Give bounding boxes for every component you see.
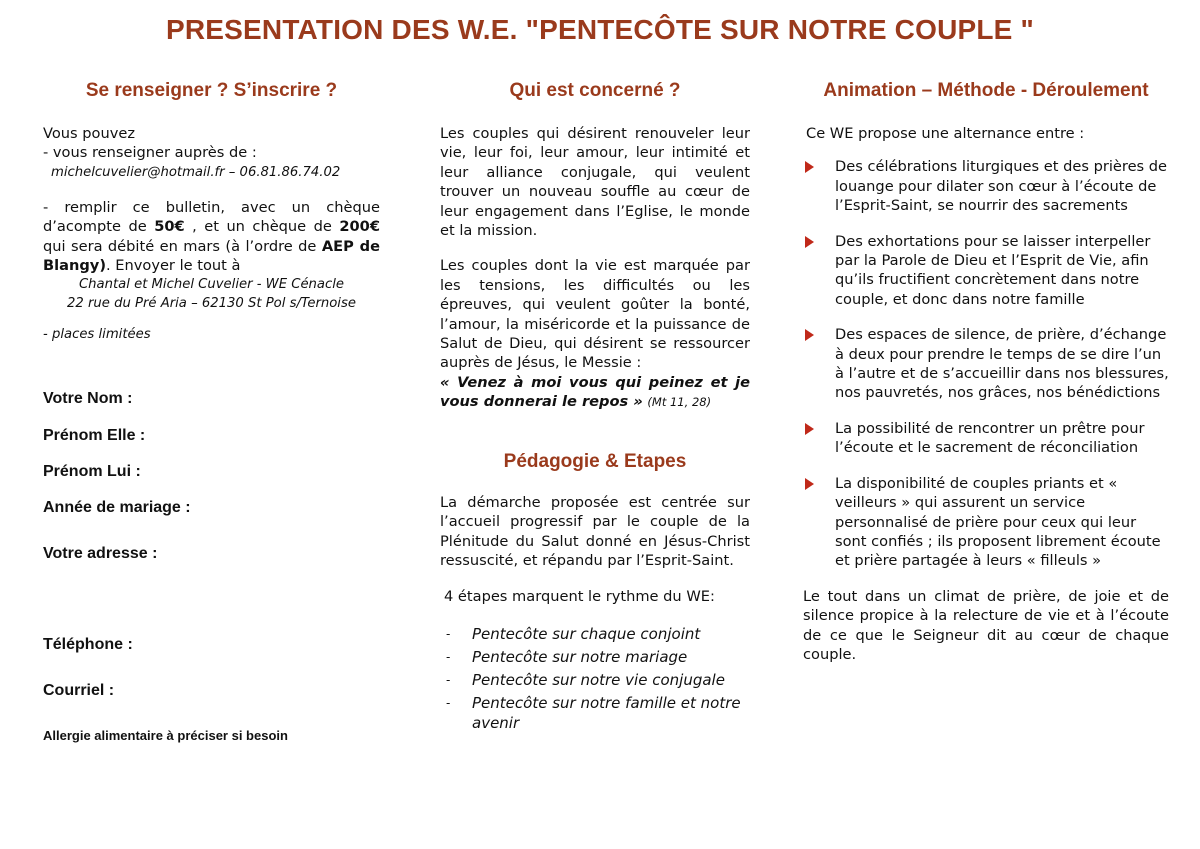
- field-allergie[interactable]: Allergie alimentaire à préciser si besoin: [43, 728, 288, 743]
- arrow-bullet-icon: [805, 236, 814, 248]
- pedagogy-paragraph: La démarche proposée est centrée sur l’accueil progressif par le couple de la Plénitude du Salut donné en Jésus-Christ ressuscité, et répandu par l’Esprit-Saint.: [440, 493, 750, 569]
- field-telephone[interactable]: Téléphone :: [43, 636, 133, 653]
- limited-places: - places limitées: [43, 327, 151, 343]
- page-title: PRESENTATION DES W.E. "PENTECÔTE SUR NOTRE COUPLE ": [165, 14, 1034, 45]
- column-animation: [803, 80, 1169, 664]
- audience-paragraph-1: Les couples qui désirent renouveler leur vie, leur foi, leur amour, leur intimité et leur alliance conjugale, qui veulent trouver un nouveau souffle au cœur de leur engagement dans l’Eglise, le monde et la mission.: [440, 125, 750, 240]
- quote-text: « Venez à moi vous qui peinez et je vous donnerai le repos »: [440, 373, 750, 411]
- column-audience: [440, 80, 750, 736]
- list-item: - Pentecôte sur notre famille et notre avenir: [446, 693, 741, 732]
- step-text: Pentecôte sur notre mariage: [472, 647, 688, 666]
- list-item: [803, 419, 1169, 458]
- address-line-1: Chantal et Michel Cuvelier - WE Cénacle: [78, 277, 345, 293]
- animation-outro: Le tout dans un climat de prière, de joie et de silence propice à la relecture de vie et à l’écoute de ce que le Seigneur dit au cœur de chaque couple.: [803, 587, 1169, 663]
- list-item: [803, 232, 1169, 310]
- address-line-2: 22 rue du Pré Aria – 62130 St Pol s/Ternoise: [67, 296, 356, 312]
- reg-text-a: - remplir ce bulletin, avec un chèque d’acompte de: [43, 198, 380, 236]
- check-amount: 200€: [339, 218, 380, 236]
- animation-list: [803, 157, 1169, 570]
- arrow-bullet-icon: [805, 423, 814, 435]
- arrow-bullet-icon: [805, 161, 814, 173]
- reg-text-d: . Envoyer le tout à: [106, 257, 241, 275]
- step-text: Pentecôte sur notre famille et notre avenir: [472, 693, 741, 732]
- bible-quote: [440, 373, 750, 413]
- list-item: - Pentecôte sur chaque conjoint: [446, 624, 701, 643]
- list-item: [803, 474, 1169, 571]
- info-text: - vous renseigner auprès de :: [43, 144, 257, 162]
- reg-text-c: qui sera débité en mars (à l’ordre de: [43, 237, 322, 255]
- registration-instructions: [43, 198, 380, 276]
- arrow-bullet-icon: [805, 478, 814, 490]
- quote-reference: (Mt 11, 28): [647, 395, 712, 410]
- field-prenom-elle[interactable]: Prénom Elle :: [43, 427, 146, 444]
- item-text: La possibilité de rencontrer un prêtre pour l’écoute et le sacrement de réconciliation: [835, 419, 1145, 457]
- field-nom[interactable]: Votre Nom :: [43, 390, 133, 407]
- field-annee-mariage[interactable]: Année de mariage :: [43, 499, 191, 516]
- step-text: Pentecôte sur chaque conjoint: [472, 624, 701, 643]
- item-text: Des espaces de silence, de prière, d’échange à deux pour prendre le temps de se dire l’un à l’autre et de s’accueillir dans nos blessures, nos pauvretés, nos grâces, nos bénédictions: [835, 326, 1169, 402]
- contact-info: michelcuvelier@hotmail.fr – 06.81.86.74.02: [51, 164, 341, 180]
- list-item: [803, 157, 1169, 215]
- reg-text-b: , et un chèque de: [184, 218, 340, 236]
- animation-intro: Ce WE propose une alternance entre :: [806, 125, 1085, 142]
- deposit-amount: 50€: [154, 218, 185, 236]
- audience-heading: Qui est concerné ?: [509, 80, 681, 101]
- field-prenom-lui[interactable]: Prénom Lui :: [43, 463, 141, 480]
- steps-list: [440, 624, 750, 733]
- steps-intro: 4 étapes marquent le rythme du WE:: [444, 588, 715, 606]
- field-adresse[interactable]: Votre adresse :: [43, 545, 158, 562]
- step-text: Pentecôte sur notre vie conjugale: [472, 670, 725, 689]
- list-item: [803, 325, 1169, 403]
- intro-text: Vous pouvez: [43, 125, 135, 142]
- item-text: Des célébrations liturgiques et des prières de louange pour dilater son cœur à l’écoute de l’Esprit-Saint, se nourrir des sacrements: [835, 158, 1168, 215]
- item-text: La disponibilité de couples priants et « veilleurs » qui assurent un service personnalisé de prière pour ceux qui leur sont confiés ; ils proposent librement écoute et prière partagée à leurs « filleuls »: [835, 474, 1161, 570]
- list-item: - Pentecôte sur notre vie conjugale: [446, 670, 725, 689]
- audience-paragraph-2: Les couples dont la vie est marquée par les tensions, les difficultés ou les épreuves, qui veulent goûter la bonté, l’amour, la miséricorde et la puissance de Salut de Dieu, qui désirent se ressourcer auprès de Jésus, le Messie :: [440, 257, 750, 372]
- pedagogy-heading: Pédagogie & Etapes: [503, 450, 687, 472]
- registration-heading: Se renseigner ? S’inscrire ?: [85, 80, 338, 101]
- column-registration: [43, 80, 380, 760]
- field-courriel[interactable]: Courriel :: [43, 682, 115, 699]
- payee-name: AEP de Blangy): [43, 237, 381, 275]
- animation-heading: Animation – Méthode - Déroulement: [823, 80, 1149, 101]
- arrow-bullet-icon: [805, 329, 814, 341]
- list-item: - Pentecôte sur notre mariage: [446, 647, 688, 666]
- item-text: Des exhortations pour se laisser interpeller par la Parole de Dieu et l’Esprit de Vie, afin qu’ils fructifient concrètement dans notre couple, et donc dans notre famille: [835, 232, 1151, 308]
